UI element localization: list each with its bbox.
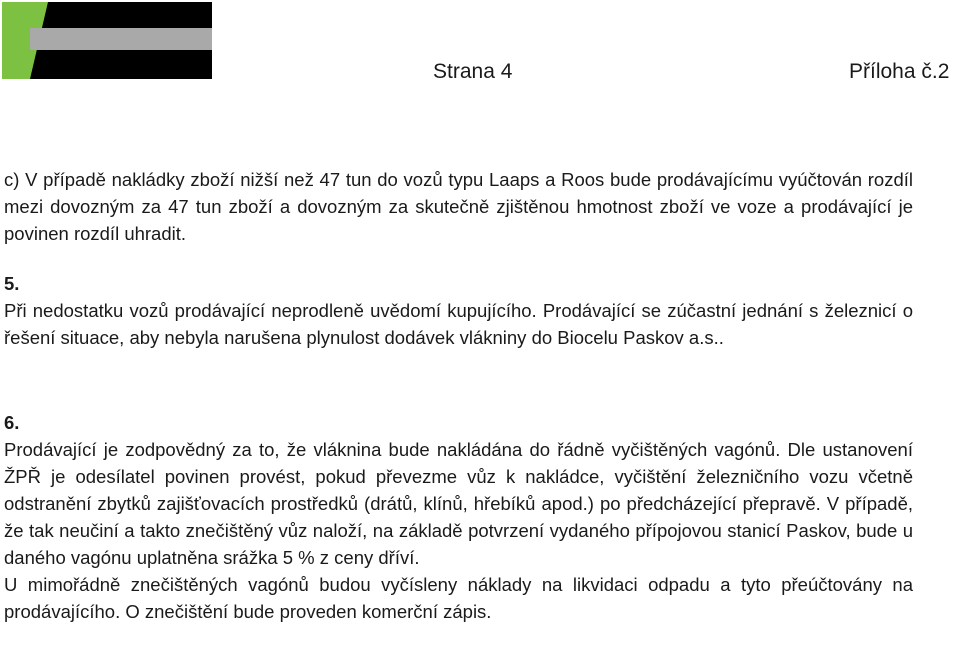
section-6 (4, 409, 913, 625)
logo-green-bar (2, 2, 30, 79)
section-c (4, 166, 913, 247)
section-c-text: c) V případě nakládky zboží nižší než 47 tun do vozů typu Laaps a Roos bude prodávajícímu vyúčtován rozdíl mezi dovozným za 47 tun zboží a dovozným za skutečně zjištěnou hmotnost zboží ve voze a prodávající je povinen rozdíl uhradit. (4, 169, 913, 244)
section-5-text: Při nedostatku vozů prodávající neprodleně uvědomí kupujícího. Prodávající se zúčastní jednání s železnicí o řešení situace, aby nebyla narušena plynulost dodávek vlákniny do Biocelu Paskov a.s.. (4, 300, 913, 348)
logo-gray-stripe (30, 28, 212, 50)
section-6-paragraph-1: Prodávající je zodpovědný za to, že vláknina bude nakládána do řádně vyčištěných vagónů. Dle ustanovení ŽPŘ je odesílatel povinen provést, pokud převezme vůz k nakládce, vyčištění železničního vozu včetně odstranění zbytků zajišťovacích prostředků (drátů, klínů, hřebíků apod.) po předcházející přepravě. V případě, že tak neučiní a takto znečištěný vůz naloží, na základě potvrzení vydaného přípojovou stanicí Paskov, bude u daného vagónu uplatněna srážka 5 % z ceny dříví. (4, 439, 913, 568)
section-5-number: 5. (4, 273, 20, 294)
section-5 (4, 270, 913, 351)
page-number: Strana 4 (433, 60, 513, 83)
annex-label: Příloha č.2 (849, 60, 950, 83)
section-6-paragraph-2: U mimořádně znečištěných vagónů budou vyčísleny náklady na likvidaci odpadu a tyto přeúčtovány na prodávajícího. O znečištění bude proveden komerční zápis. (4, 574, 913, 622)
company-logo (2, 2, 212, 79)
section-6-number: 6. (4, 412, 20, 433)
